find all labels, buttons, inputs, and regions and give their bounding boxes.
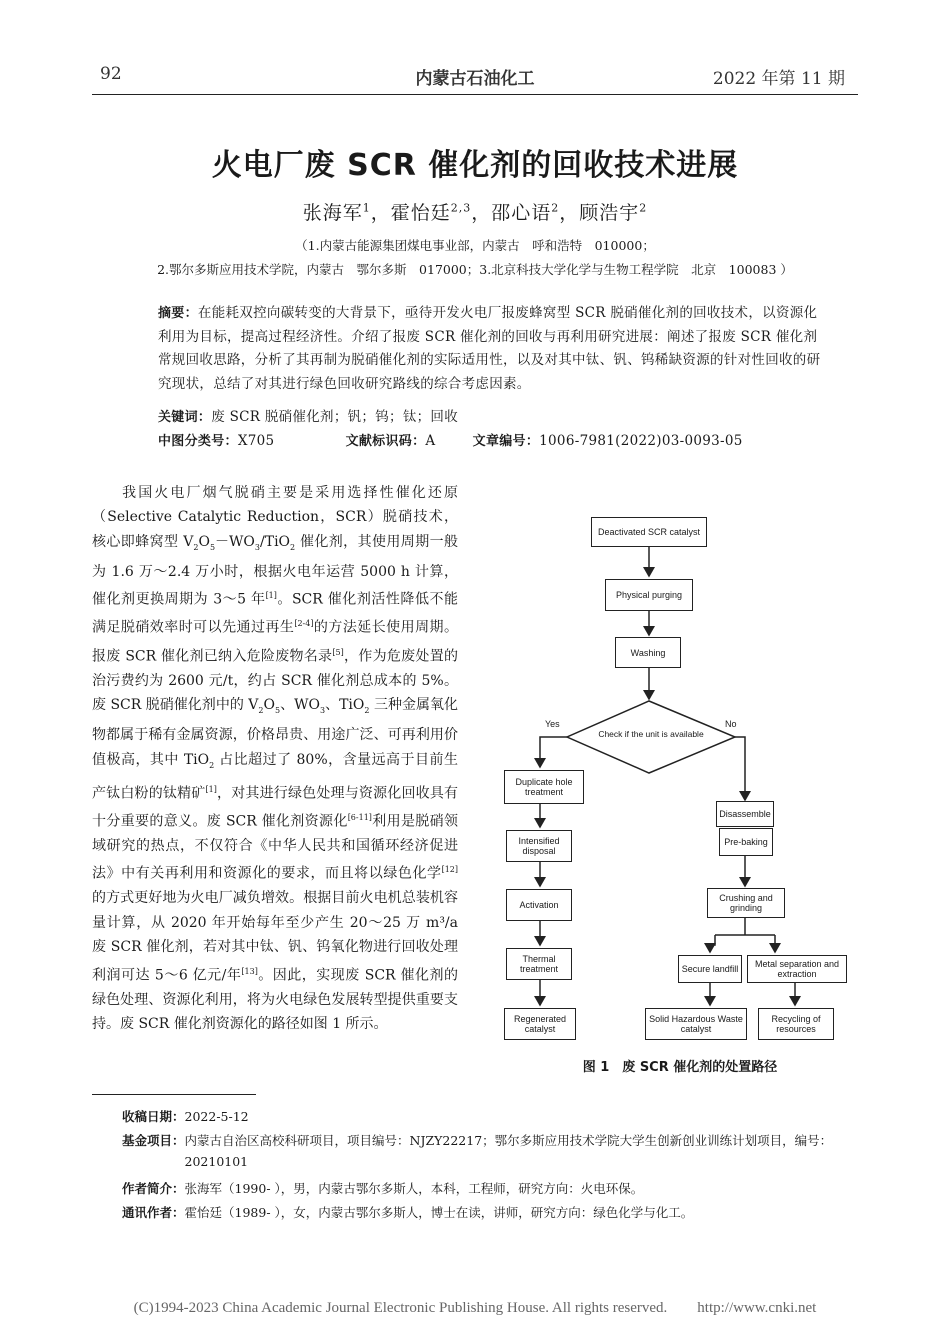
author-name: 张海军 bbox=[302, 202, 363, 224]
text-run: O bbox=[198, 533, 210, 550]
footnote-corresponding bbox=[122, 1202, 862, 1223]
text-run: 2 bbox=[193, 542, 199, 552]
author-sup: 2,3 bbox=[450, 201, 472, 215]
author-line: 张海军$^1$，霍怡廷$^{2,3}$，邵心语$^2$，顾浩宇$^2$ bbox=[302, 201, 648, 224]
citation: [1] bbox=[265, 591, 277, 601]
text-run: 5 bbox=[209, 542, 216, 552]
footnote-fund bbox=[122, 1130, 862, 1172]
footnote-author bbox=[122, 1178, 862, 1199]
clc-value: X705 bbox=[237, 433, 275, 449]
keywords-text: 废 SCR 脱硝催化剂；钒；钨；钛；回收 bbox=[211, 409, 459, 425]
header-rule bbox=[92, 94, 858, 95]
figure-caption: 图 1 废 SCR 催化剂的处置路径 bbox=[582, 1060, 778, 1075]
text-run: 三种金属氧化物都属于稀有金属资源，价格昂贵、用途广泛、可再利用价值极高，其中 TiO bbox=[92, 697, 458, 768]
abstract-label: 摘要： bbox=[158, 306, 198, 321]
citation: [12] bbox=[441, 865, 458, 875]
text-run: 我国火电厂烟气脱硝主要是采用选择性催化还原（Selective Catalytic Reduction，SCR）脱硝技术，核心即蜂窝型 V bbox=[92, 485, 458, 550]
node-thermal-treatment: Thermal treatment bbox=[506, 948, 572, 980]
text-run: 。SCR 催化剂活性降低不能满足脱硝效率时可以先通过再生 bbox=[92, 592, 458, 637]
clc-label: 中图分类号： bbox=[158, 434, 238, 449]
arrow bbox=[710, 935, 715, 952]
node-deactivated-catalyst: Deactivated SCR catalyst bbox=[591, 517, 707, 547]
node-crushing-grinding: Crushing and grinding bbox=[707, 888, 785, 918]
footnote-value: 2022-5-12 bbox=[184, 1109, 249, 1124]
citation: [5] bbox=[332, 647, 344, 657]
footnote-value: 张海军（1990- ），男，内蒙古鄂尔多斯人，本科，工程师，研究方向：火电环保。 bbox=[184, 1181, 644, 1196]
author-sup: 2 bbox=[639, 201, 648, 215]
text-run: 利用是脱硝领域研究的热点，不仅符合《中华人民共和国循环经济促进法》中有关再利用和资源化的要求，而且将以绿色化学 bbox=[92, 813, 459, 883]
doc-code-value: A bbox=[425, 433, 436, 449]
text-run: 、TiO bbox=[325, 697, 365, 714]
label-yes: Yes bbox=[545, 719, 560, 729]
citation: [2-4] bbox=[294, 619, 314, 629]
doc-code-label: 文献标识码： bbox=[345, 434, 426, 449]
footnote-value: 内蒙古自治区高校科研项目，项目编号：NJZY22217；鄂尔多斯应用技术学院大学生创新创业训练计划项目，编号：20210101 bbox=[184, 1133, 833, 1169]
node-intensified-disposal: Intensified disposal bbox=[506, 830, 572, 862]
arrow bbox=[735, 737, 745, 800]
citation: [1] bbox=[205, 784, 217, 794]
footnote-rule bbox=[92, 1094, 256, 1095]
keywords-label: 关键词： bbox=[158, 410, 212, 425]
footnote-label: 基金项目： bbox=[122, 1133, 185, 1148]
article-number-label: 文章编号： bbox=[472, 434, 540, 449]
body-paragraph bbox=[92, 481, 458, 1037]
text-run: O bbox=[263, 697, 275, 714]
text-run: 5 bbox=[275, 705, 281, 715]
label-no: No bbox=[725, 719, 737, 729]
text-run: 3 bbox=[254, 542, 261, 552]
node-check-available: Check if the unit is available bbox=[598, 729, 704, 739]
footnote-value: 霍怡廷（1989- ），女，内蒙古鄂尔多斯人，博士在读，讲师，研究方向：绿色化学与化工。 bbox=[184, 1205, 694, 1220]
footnote-label: 收稿日期： bbox=[122, 1109, 185, 1124]
node-washing: Washing bbox=[615, 637, 681, 668]
text-run: －WO bbox=[215, 533, 255, 550]
author-sup: 1 bbox=[362, 201, 371, 215]
author-sup: 2 bbox=[551, 201, 560, 215]
node-regenerated-catalyst: Regenerated catalyst bbox=[504, 1008, 576, 1040]
text-run: 占比超过了 80%，含量远高于目前生产钛白粉的钛精矿 bbox=[92, 751, 458, 802]
flowchart-figure bbox=[495, 505, 865, 1045]
citation: [13] bbox=[241, 966, 258, 976]
text-run: ，作为危废处置的治污费约为 2600 元/t，约占 SCR 催化剂总成本的 5%。废 SCR 脱硝催化剂中的 V bbox=[92, 648, 459, 714]
article-number-value: 1006-7981(2022)03-0093-05 bbox=[539, 433, 743, 449]
footnote-label: 作者简介： bbox=[122, 1181, 185, 1196]
node-pre-baking: Pre-baking bbox=[719, 828, 773, 856]
text-run: 催化剂，其使用周期一般为 1.6 万～2.4 万小时，根据火电年运营 5000 h 计算，催化剂更换周期为 3～5 年 bbox=[92, 533, 458, 609]
issue-label: 2022 年第 11 期 bbox=[712, 69, 845, 89]
text-run: 。因此，实现废 SCR 催化剂的绿色处理、资源化利用，将为火电绿色发展转型提供重要支持。废 SCR 催化剂资源化的路径如图 1 所示。 bbox=[92, 967, 458, 1033]
page-number: 92 bbox=[100, 64, 122, 84]
author-name: 邵心语 bbox=[491, 202, 552, 224]
text-run: 的方式更好地为火电厂减负增效。根据目前火电机总装机容量计算，从 2020 年开始每年至少产生 20～25 万 m³/a 废 SCR 催化剂，若对其中钛、钒、钨氧化物进行回收处理利润可达 5～6 亿元/年 bbox=[92, 890, 458, 984]
node-secure-landfill: Secure landfill bbox=[678, 955, 742, 983]
copyright-line: (C)1994-2023 China Academic Journal Electronic Publishing House. All rights reserved. http://www.cnki.net bbox=[133, 1300, 817, 1316]
citation: [6-11] bbox=[347, 812, 372, 822]
node-activation: Activation bbox=[506, 889, 572, 921]
author-name: 顾浩宇 bbox=[579, 202, 640, 224]
abstract-text: 在能耗双控向碳转变的大背景下，亟待开发火电厂报废蜂窝型 SCR 脱硝催化剂的回收技术，以资源化利用为目标，提高过程经济性。介绍了报废 SCR 催化剂的回收与再利用研究进展：阐述了报废 SCR 催化剂常规回收思路，分析了其再制为脱硝催化剂的实际适用性，以及对其中钛、钒、钨稀缺资源的针对性回收的研究现状，总结了对其进行绿色回收研究路线的综合考虑因素。 bbox=[158, 305, 821, 392]
classification-line bbox=[158, 430, 826, 454]
text-run: 2 bbox=[290, 542, 296, 552]
text-run: 2 bbox=[258, 705, 264, 715]
arrow bbox=[540, 737, 567, 767]
text-run: 2 bbox=[209, 760, 215, 770]
journal-name: 内蒙古石油化工 bbox=[415, 69, 535, 89]
footnote-label: 通讯作者： bbox=[122, 1205, 185, 1220]
text-run: ，对其进行绿色处理与资源化回收具有十分重要的意义。废 SCR 催化剂资源化 bbox=[92, 785, 459, 830]
node-disassemble: Disassemble bbox=[716, 801, 774, 827]
text-run: 的方法延长使用周期。报废 SCR 催化剂已纳入危险废物名录 bbox=[92, 620, 458, 665]
node-physical-purging: Physical purging bbox=[605, 579, 693, 611]
node-duplicate-hole: Duplicate hole treatment bbox=[504, 770, 584, 804]
node-recycling-resources: Recycling of resources bbox=[758, 1008, 834, 1040]
keywords bbox=[158, 406, 826, 430]
affiliation-line-1: （1.内蒙古能源集团煤电事业部，内蒙古 呼和浩特 010000； bbox=[295, 238, 655, 253]
article-title: 火电厂废 SCR 催化剂的回收技术进展 bbox=[211, 148, 739, 183]
footnote-received bbox=[122, 1106, 862, 1127]
node-solid-hazardous-waste: Solid Hazardous Waste catalyst bbox=[645, 1008, 747, 1040]
text-run: 2 bbox=[364, 705, 370, 715]
node-metal-separation: Metal separation and extraction bbox=[747, 955, 847, 983]
text-run: 3 bbox=[319, 705, 326, 715]
abstract bbox=[158, 302, 826, 396]
text-run: 、WO bbox=[280, 697, 320, 714]
text-run: /TiO bbox=[260, 533, 291, 550]
author-name: 霍怡廷 bbox=[390, 202, 451, 224]
affiliation-line-2: 2.鄂尔多斯应用技术学院，内蒙古 鄂尔多斯 017000；3.北京科技大学化学与生物工程学院 北京 100083 ） bbox=[157, 262, 793, 277]
